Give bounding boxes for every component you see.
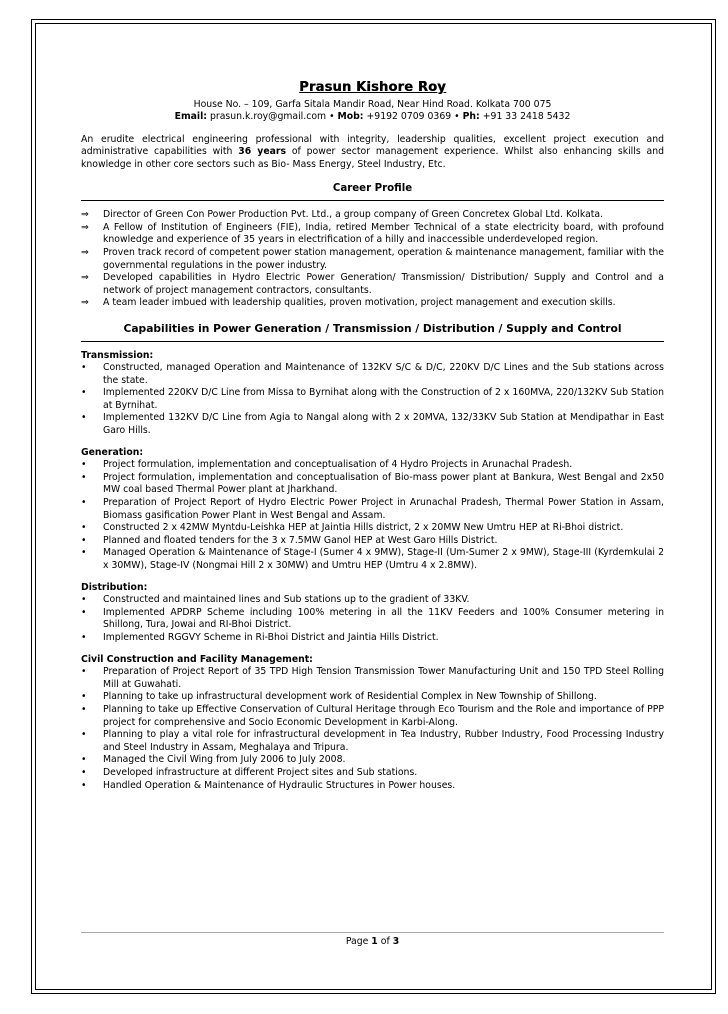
arrow-icon: ⇒ [81, 209, 89, 221]
resume-page [81, 82, 664, 792]
separator: • [454, 111, 460, 123]
list-item: • Implemented 132KV D/C Line from Agia to Nangal along with 2 x 20MVA, 132/33KV Sub Station at Mendipathar in East Garo Hills. [81, 412, 664, 437]
list-item: • Constructed and maintained lines and Sub stations up to the gradient of 33KV. [81, 594, 470, 606]
list-item: ⇒ Director of Green Con Power Production Pvt. Ltd., a group company of Green Concretex Global Ltd. Kolkata. [81, 209, 604, 221]
ph-value: +91 33 2418 5432 [482, 111, 571, 123]
capabilities-heading: Capabilities in Power Generation / Transmission / Distribution / Supply and Control [123, 321, 622, 335]
arrow-icon: ⇒ [81, 221, 89, 233]
list-item: • Implemented RGGVY Scheme in Ri-Bhoi District and Jaintia Hills District. [81, 631, 439, 643]
address-line: House No. – 109, Garfa Sitala Mandir Road, Near Hind Road. Kolkata 700 075 [193, 98, 552, 110]
bullet-icon: • [81, 459, 87, 471]
list-item: • Preparation of Project Report of 35 TPD High Tension Transmission Tower Manufacturing Unit and 150 TPD Steel Rolling Mill at Guwahati. [81, 666, 664, 690]
bullet-icon: • [81, 594, 87, 606]
experience-years: 36 years [238, 146, 287, 158]
email-value: prasun.k.roy@gmail.com [210, 111, 327, 123]
list-item: • Planning to take up Effective Conservation of Cultural Heritage through Eco Tourism and the Role and importance of PPP project for comprehensive and Socio Economic Development in Karbi-Along. [81, 703, 664, 728]
bullet-icon: • [81, 534, 87, 546]
bullet-icon: • [81, 766, 87, 778]
civil-list [81, 666, 664, 792]
list-item: • Implemented 220KV D/C Line from Missa to Byrnihat along with the Construction of 2 x 160MVA, 220/132KV Sub Station at Byrnihat. [81, 387, 664, 411]
career-profile-heading: Career Profile [332, 182, 413, 194]
list-item: ⇒ A team leader imbued with leadership qualities, proven motivation, project management and execution skills. [81, 297, 616, 309]
bullet-icon: • [81, 606, 87, 618]
bullet-icon: • [81, 547, 87, 559]
transmission-list [81, 362, 664, 438]
distribution-list [81, 594, 664, 644]
bullet-icon: • [81, 779, 87, 791]
list-item: • Planned and floated tenders for the 3 x 7.5MW Ganol HEP at West Garo Hills District. [81, 534, 498, 546]
page-total: 3 [392, 936, 400, 947]
contact-line [81, 111, 664, 124]
bullet-icon: • [81, 703, 87, 715]
list-item: • Constructed, managed Operation and Maintenance of 132KV S/C & D/C, 220KV D/C Lines and the Sub stations across the state. [81, 362, 664, 386]
career-list [81, 209, 664, 310]
footer-divider [81, 932, 664, 933]
list-item: • Handled Operation & Maintenance of Hydraulic Structures in Power houses. [81, 779, 456, 791]
email-label: Email: [174, 111, 208, 123]
list-item: • Project formulation, implementation and conceptualisation of Bio-mass power plant at Bankura, West Bengal and 2x50 MW coal based Thermal Power plant at Jharkhand. [81, 471, 664, 496]
page-number: 1 [371, 936, 378, 947]
ph-label: Ph: [462, 111, 480, 123]
bullet-icon: • [81, 631, 87, 643]
generation-list [81, 459, 664, 572]
separator: • [329, 111, 335, 123]
bullet-icon: • [81, 729, 87, 741]
mob-value: +9192 0709 0369 [366, 111, 452, 123]
list-item: • Managed the Civil Wing from July 2006 to July 2008. [81, 754, 346, 766]
generation-heading: Generation: [81, 446, 144, 458]
list-item: • Managed Operation & Maintenance of Stage-I (Sumer 4 x 9MW), Stage-II (Um-Sumer 2 x 9MW), Stage-III (Kyrdemkulai 2 x 30MW), Stage-IV (Nongmai Hill 2 x 30MW) and Umtru HEP (Umtru 4 x 2.8MW). [81, 547, 664, 571]
civil-heading: Civil Construction and Facility Management: [81, 653, 313, 665]
section-divider [81, 200, 664, 201]
bullet-icon: • [81, 412, 87, 424]
arrow-icon: ⇒ [81, 272, 89, 284]
list-item: ⇒ Proven track record of competent power station management, operation & maintenance management, familiar with the governmental regulations in the power industry. [81, 246, 664, 271]
section-divider [81, 341, 664, 342]
bullet-icon: • [81, 497, 87, 509]
bullet-icon: • [81, 754, 87, 766]
of-word: of [380, 936, 390, 947]
page-word: Page [345, 936, 369, 947]
bullet-icon: • [81, 362, 87, 374]
list-item: • Project formulation, implementation and conceptualisation of 4 Hydro Projects in Arunachal Pradesh. [81, 459, 573, 471]
page-footer [81, 936, 664, 947]
list-item: • Implemented APDRP Scheme including 100% metering in all the 11KV Feeders and 100% Consumer metering in Shillong, Tura, Jowai and RI-Bhoi District. [81, 606, 664, 631]
candidate-name: Prasun Kishore Roy [299, 80, 446, 95]
mob-label: Mob: [337, 111, 364, 123]
list-item: • Planning to play a vital role for infrastructural development in Tea Industry, Rubber Industry, Food Processing Industry and Steel Industry in Assam, Meghalaya and Tripura. [81, 729, 664, 753]
arrow-icon: ⇒ [81, 246, 89, 258]
list-item: ⇒ Developed capabilities in Hydro Electric Power Generation/ Transmission/ Distribution/ Supply and Control and a network of project management contractors, consultants. [81, 272, 664, 296]
list-item: • Constructed 2 x 42MW Myntdu-Leishka HEP at Jaintia Hills district, 2 x 20MW New Umtru HEP at Ri-Bhoi district. [81, 522, 624, 534]
bullet-icon: • [81, 387, 87, 399]
bullet-icon: • [81, 691, 87, 703]
distribution-heading: Distribution: [81, 581, 148, 593]
list-item: • Developed infrastructure at different Project sites and Sub stations. [81, 766, 418, 778]
list-item: • Planning to take up infrastructural development work of Residential Complex in New Township of Shillong. [81, 691, 597, 703]
summary-paragraph: An erudite electrical engineering professional with integrity, leadership qualities, excellent project execution and administrative capabilities with 36 years of power sector management experience. Whilst also enhancing skills and knowledge in other core sectors such as Bio- Mass Energy, Steel Industry, Etc. [81, 133, 664, 170]
transmission-heading: Transmission: [81, 349, 154, 361]
bullet-icon: • [81, 522, 87, 534]
bullet-icon: • [81, 471, 87, 483]
bullet-icon: • [81, 666, 87, 678]
arrow-icon: ⇒ [81, 297, 89, 309]
list-item: • Preparation of Project Report of Hydro Electric Power Project in Arunachal Pradesh, Thermal Power Station in Assam, Biomass gasification Power Plant in West Bengal and Assam. [81, 497, 664, 521]
list-item: ⇒ A Fellow of Institution of Engineers (FIE), India, retired Member Technical of a state electricity board, with profound knowledge and experience of 35 years in electrification of a hilly and inaccessible underdeveloped region. [81, 221, 664, 246]
